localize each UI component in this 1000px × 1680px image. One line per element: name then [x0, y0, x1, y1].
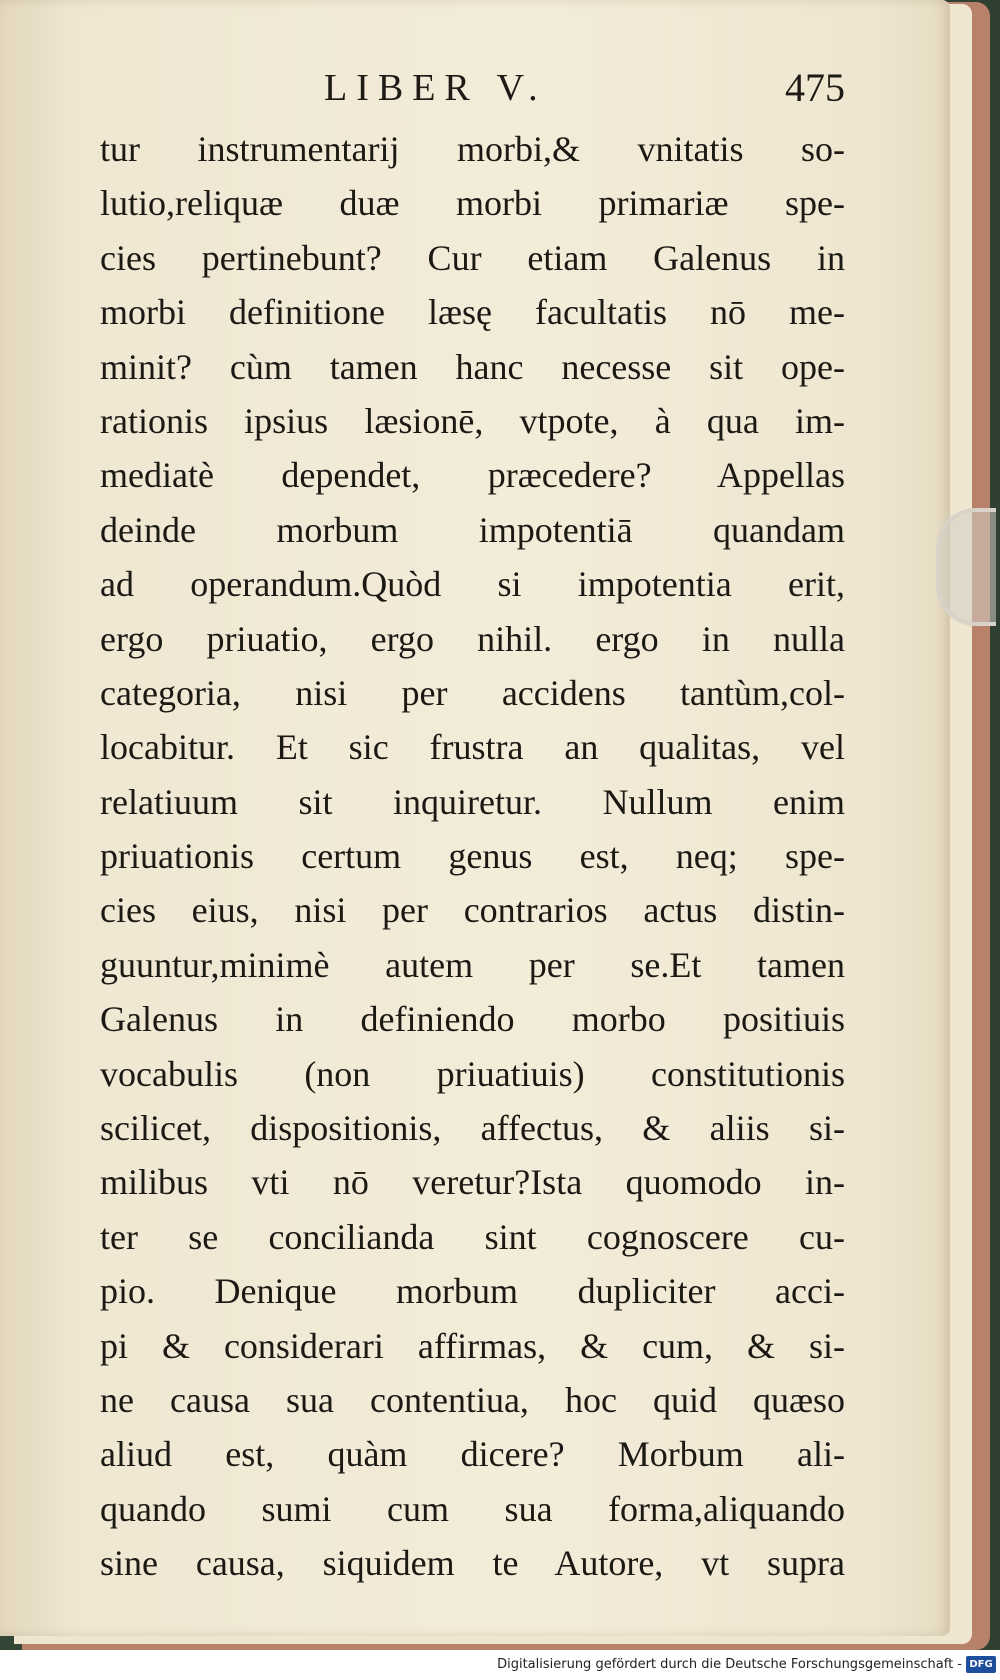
- text-line: cies eius, nisi per contrarios actus distin-: [100, 890, 845, 931]
- text-line: milibus vti nō veretur?Ista quomodo in-: [100, 1162, 845, 1203]
- text-line: vocabulis (non priuatiuis) constitutionis: [100, 1053, 845, 1094]
- text-line: scilicet, dispositionis, affectus, & aliis si-: [100, 1108, 845, 1149]
- text-line: rationis ipsius læsionē, vtpote, à qua im-: [100, 400, 845, 441]
- digitization-footer: [0, 1650, 1000, 1680]
- text-line: locabitur. Et sic frustra an qualitas, vel: [100, 727, 845, 768]
- text-line: Galenus in definiendo morbo positiuis: [100, 999, 845, 1040]
- text-line: ad operandum.Quòd si impotentia erit,: [100, 564, 845, 605]
- text-line: pi & considerari affirmas, & cum, & si-: [100, 1325, 845, 1366]
- text-line: relatiuum sit inquiretur. Nullum enim: [100, 781, 845, 822]
- dfg-logo: DFG: [966, 1656, 996, 1673]
- text-line: sine causa, siquidem te Autore, vt supra: [100, 1543, 845, 1584]
- text-line: ergo priuatio, ergo nihil. ergo in nulla: [100, 618, 845, 659]
- body-text: [100, 122, 845, 1591]
- text-line: quando sumi cum sua forma,aliquando: [100, 1488, 845, 1529]
- book-clasp: [936, 508, 996, 626]
- text-line: mediatè dependet, præcedere? Appellas: [100, 455, 845, 496]
- text-line: lutio,reliquæ duæ morbi primariæ spe-: [100, 183, 845, 224]
- footer-credit: Digitalisierung gefördert durch die Deutsche Forschungsgemeinschaft -: [497, 1657, 962, 1672]
- text-line: pio. Denique morbum dupliciter acci-: [100, 1271, 845, 1312]
- text-line: tur instrumentarij morbi,& vnitatis so-: [100, 129, 845, 169]
- text-line: ne causa sua contentiua, hoc quid quæso: [100, 1379, 845, 1420]
- text-line: ter se concilianda sint cognoscere cu-: [100, 1216, 845, 1257]
- running-head: LIBER V.: [324, 67, 547, 109]
- text-line: aliud est, quàm dicere? Morbum ali-: [100, 1434, 845, 1475]
- text-line: priuationis certum genus est, neq; spe-: [100, 836, 845, 877]
- page-header: [100, 58, 845, 116]
- text-line: deinde morbum impotentiā quandam: [100, 509, 845, 550]
- page-number: 475: [785, 65, 845, 110]
- text-line: guuntur,minimè autem per se.Et tamen: [100, 944, 845, 985]
- text-line: morbi definitione læsę facultatis nō me-: [100, 292, 845, 333]
- text-line: minit? cùm tamen hanc necesse sit ope-: [100, 346, 845, 387]
- text-line: cies pertinebunt? Cur etiam Galenus in: [100, 237, 845, 278]
- text-line: categoria, nisi per accidens tantùm,col-: [100, 672, 845, 713]
